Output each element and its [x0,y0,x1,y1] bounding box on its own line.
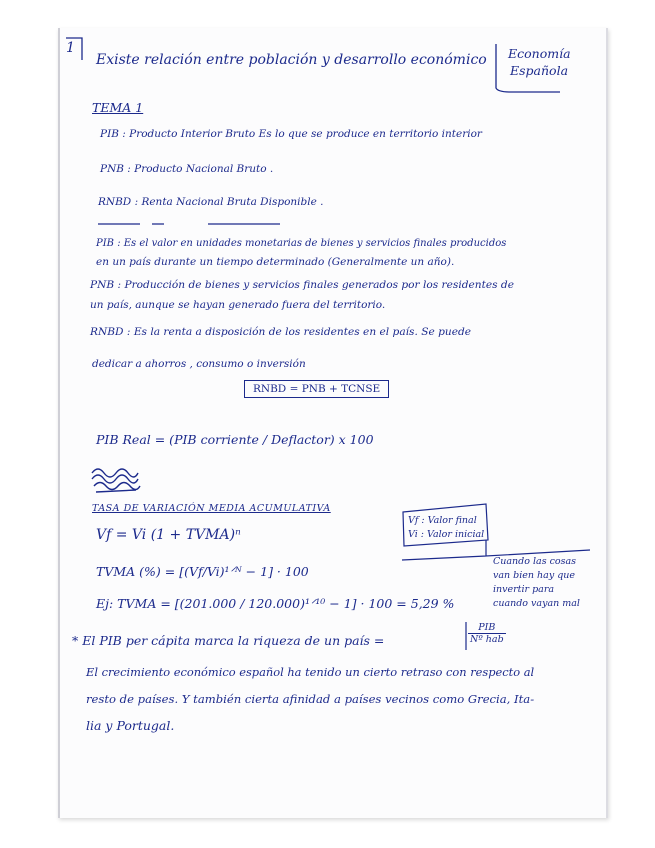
pib-definition-line-1: PIB : Es el valor en unidades monetarias de bienes y servicios finales producidos [96,238,507,249]
definition-pib: PIB : Producto Interior Bruto Es lo que se produce en territorio interior [100,128,482,140]
tvma-heading: TASA DE VARIACIÓN MEDIA ACUMULATIVA [92,503,331,514]
side-note-line-3: invertir para [493,584,555,595]
pnb-definition-line-2: un país, aunque se hayan generado fuera del territorio. [90,299,386,311]
rnbd-formula-box: RNBD = PNB + TCNSE [244,380,389,398]
fraction-numerator: PIB [468,622,506,634]
side-note-line-4: cuando vayan mal [493,598,580,609]
subject-line-2: Española [510,63,569,78]
side-note-line-2: van bien hay que [493,570,576,581]
pnb-definition-line-1: PNB : Producción de bienes y servicios finales generados por los residentes de [90,279,514,291]
rnbd-definition-line-2: dedicar a ahorros , consumo o inversión [92,358,306,370]
legend-vi: Vi : Valor inicial [408,529,485,540]
section-heading: TEMA 1 [92,100,144,115]
page-title: Existe relación entre población y desarrollo económico [96,52,487,68]
subject-line-1: Economía [508,46,571,61]
vf-formula: Vf = Vi (1 + TVMA)ⁿ [96,527,241,543]
conclusion-line-3: lia y Portugal. [86,718,175,733]
page-number: 1 [66,40,75,56]
pib-real-formula: PIB Real = (PIB corriente / Deflactor) x 100 [96,432,374,447]
side-note-line-1: Cuando las cosas [493,556,577,567]
conclusion-line-2: resto de países. Y también cierta afinidad a países vecinos como Grecia, Ita- [86,692,535,706]
fraction-denominator: Nº hab [470,634,504,645]
pib-definition-line-2: en un país durante un tiempo determinado (Generalmente un año). [96,256,455,268]
pib-per-capita-note: * El PIB per cápita marca la riqueza de un país = [72,633,385,648]
legend-vf: Vf : Valor final [408,515,477,526]
tvma-example: Ej: TVMA = [(201.000 / 120.000)¹ᐟ¹⁰ − 1] · 100 = 5,29 % [96,596,455,611]
definition-rnbd: RNBD : Renta Nacional Bruta Disponible . [98,196,324,208]
conclusion-line-1: El crecimiento económico español ha tenido un cierto retraso con respecto al [86,665,535,679]
definition-pnb: PNB : Producto Nacional Bruto . [100,163,274,175]
tvma-formula: TVMA (%) = [(Vf/Vi)¹ᐟᴺ − 1] · 100 [96,564,309,579]
pib-per-capita-fraction [468,622,506,645]
rnbd-definition-line-1: RNBD : Es la renta a disposición de los residentes en el país. Se puede [90,326,472,338]
